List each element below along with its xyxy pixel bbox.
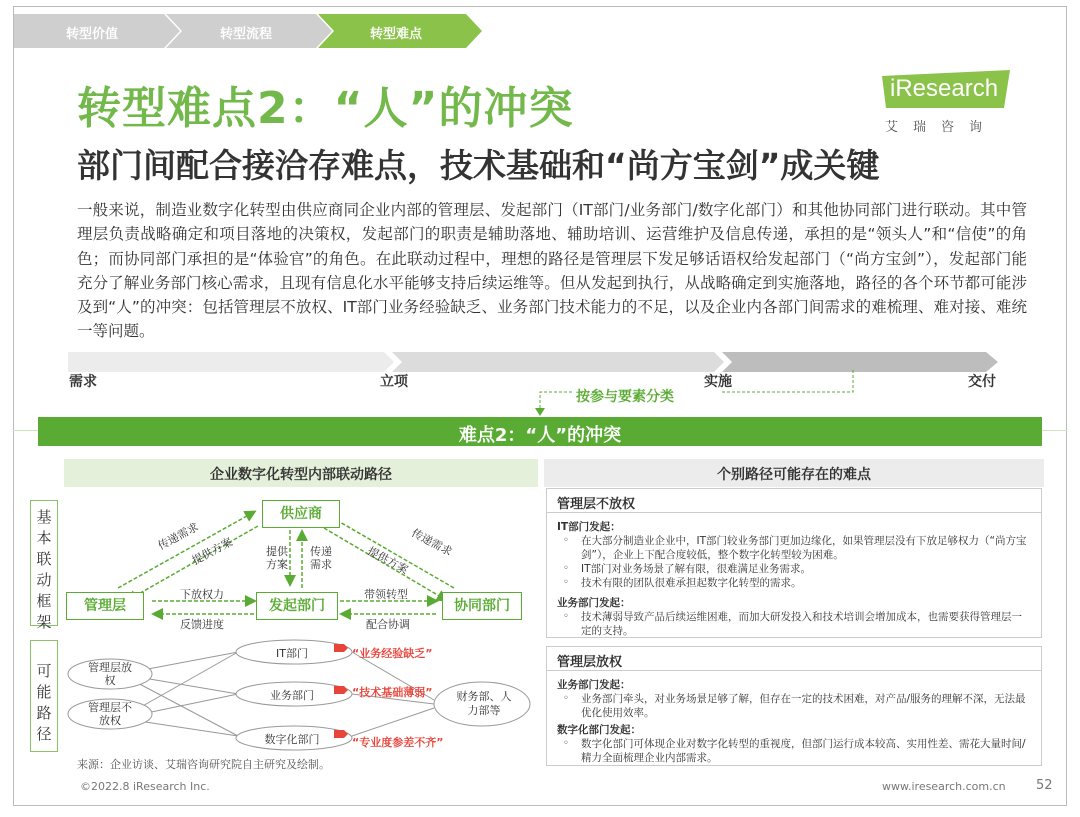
bullet-item: ◦ 技术有限的团队很难承担起数字化转型的需求。 — [557, 576, 1031, 590]
edge-pass-needs-mid: 传递需求 — [310, 545, 332, 571]
issue-it: “业务经验缺乏” — [352, 647, 433, 660]
section-title: 管理层放权 — [547, 647, 1041, 671]
right-panel-header — [544, 459, 1044, 487]
edge-provide-plan-mid: 提供方案 — [266, 545, 288, 571]
banner-title: 难点2：“人”的冲突 — [458, 425, 622, 446]
node-initiator: 发起部门 — [256, 592, 338, 620]
node-cooperating: 协同部门 — [442, 592, 522, 620]
category-label: 按参与要素分类 — [576, 389, 674, 405]
edge-lead: 带领转型 — [364, 588, 408, 601]
timeline-bar — [68, 352, 998, 372]
page-title: 转型难点2：“人”的冲突 — [77, 83, 574, 134]
page-number: 52 — [1036, 778, 1053, 793]
stage-deliver: 交付 — [968, 374, 996, 390]
edge-pass-needs-right: 传递需求 — [409, 526, 455, 559]
node-management: 管理层 — [66, 592, 144, 620]
edge-delegate: 下放权力 — [180, 588, 224, 601]
footer-copyright: ©2022.8 iResearch Inc. — [80, 780, 210, 793]
bullet-item: ◦ 数字化部门可体现企业对数字化转型的重视度，但部门运行成本较高、实用性差、需花大量时间/精力全面梳理企业内部需求。 — [557, 737, 1031, 765]
path-business: 业务部门 — [270, 689, 314, 702]
group-subtitle: 业务部门发起： — [557, 679, 631, 691]
section-body — [547, 671, 1041, 769]
path-it: IT部门 — [276, 647, 308, 660]
tab-process[interactable]: 转型流程 — [220, 27, 273, 42]
label-paths: 可能路径 — [30, 640, 58, 752]
issue-digital: “专业度参差不齐” — [352, 736, 444, 749]
stage-implement: 实施 — [704, 374, 732, 390]
section-banner — [38, 417, 1042, 446]
intro-paragraph: 一般来说，制造业数字化转型由供应商同企业内部的管理层、发起部门（IT部门/业务部门/数字化部门）和其他协同部门进行联动。其中管理层负责战略确定和项目落地的决策权，发起部门的职责是辅助落地、辅助培训、运营维护及信息传递，承担的是“领头人”和“信使”的角色；而协同部门承担的是“体验官”的角色。在此联动过程中，理想的路径是管理层下发足够话语权给发起部门（“尚方宝剑”），发起部门能充分了解业务部门核心需求，且现有信息化水平能够支持后续运维等。但从发起到执行，从战略确定到实施落地，路径的各个环节都可能涉及到“人”的冲突：包括管理层不放权、IT部门业务经验缺乏、业务部门技术能力的不足，以及企业内各部门间需求的难梳理、难对接、难统一等问题。 — [77, 201, 1027, 341]
path-mgmt-delegate: 管理层放权 — [88, 661, 132, 687]
logo-subtitle: 艾瑞咨询 — [885, 120, 998, 135]
iresearch-logo — [882, 70, 1012, 134]
section-nav — [14, 14, 494, 48]
stage-demand: 需求 — [69, 374, 97, 390]
group-subtitle: 业务部门发起： — [557, 597, 631, 609]
path-mgmt-not-delegate: 管理层不放权 — [88, 701, 132, 727]
right-panel-title: 个别路径可能存在的难点 — [717, 467, 871, 483]
section-body — [547, 513, 1041, 642]
path-finance-hr: 财务部、人力部等 — [456, 690, 512, 717]
source-note: 来源：企业访谈、艾瑞咨询研究院自主研究及绘制。 — [77, 758, 330, 771]
label-framework: 基本联动框架 — [30, 500, 58, 626]
section-mgmt-not-delegate — [546, 488, 1042, 638]
bullet-item: ◦ IT部门对业务场景了解有限，很难满足业务需求。 — [557, 562, 1031, 576]
footer-site[interactable]: www.iresearch.com.cn — [882, 780, 1006, 793]
issue-business: “技术基础薄弱” — [352, 686, 433, 699]
bullet-item: ◦ 在大部分制造业企业中，IT部门较业务部门更加边缘化，如果管理层没有下放足够权力（“尚方宝剑”），企业上下配合度较低，整个数字化转型较为困难。 — [557, 534, 1031, 562]
edge-coordinate: 配合协调 — [366, 618, 410, 631]
tab-value[interactable]: 转型价值 — [66, 27, 119, 42]
edge-pass-needs-left: 传递需求 — [155, 520, 201, 553]
group-subtitle: 数字化部门发起： — [557, 724, 641, 736]
tab-difficulty[interactable]: 转型难点 — [370, 27, 423, 42]
section-mgmt-delegate — [546, 646, 1042, 766]
edge-feedback: 反馈进度 — [180, 618, 224, 631]
page-subtitle: 部门间配合接洽存难点，技术基础和“尚方宝剑”成关键 — [77, 146, 880, 185]
group-subtitle: IT部门发起： — [557, 521, 621, 533]
left-panel-title: 企业数字化转型内部联动路径 — [210, 467, 392, 483]
edge-provide-plan-right: 提供方案 — [365, 544, 411, 577]
bullet-item: ◦ 技术薄弱导致产品后续运维困难，而加大研发投入和技术培训会增加成本，也需要获得管理层一定的支持。 — [557, 610, 1031, 638]
framework-diagram — [62, 492, 542, 762]
stage-approval: 立项 — [380, 374, 408, 390]
node-supplier: 供应商 — [262, 500, 340, 528]
path-digital: 数字化部门 — [264, 733, 320, 746]
left-panel-header — [64, 459, 538, 487]
logo-wordmark: iResearch — [890, 75, 999, 102]
bullet-item: ◦ 业务部门牵头，对业务场景足够了解，但存在一定的技术困难，对产品/服务的理解不深，无法最优化使用效率。 — [557, 692, 1031, 720]
section-title: 管理层不放权 — [547, 489, 1041, 513]
edge-provide-plan-left: 提供方案 — [189, 535, 235, 568]
